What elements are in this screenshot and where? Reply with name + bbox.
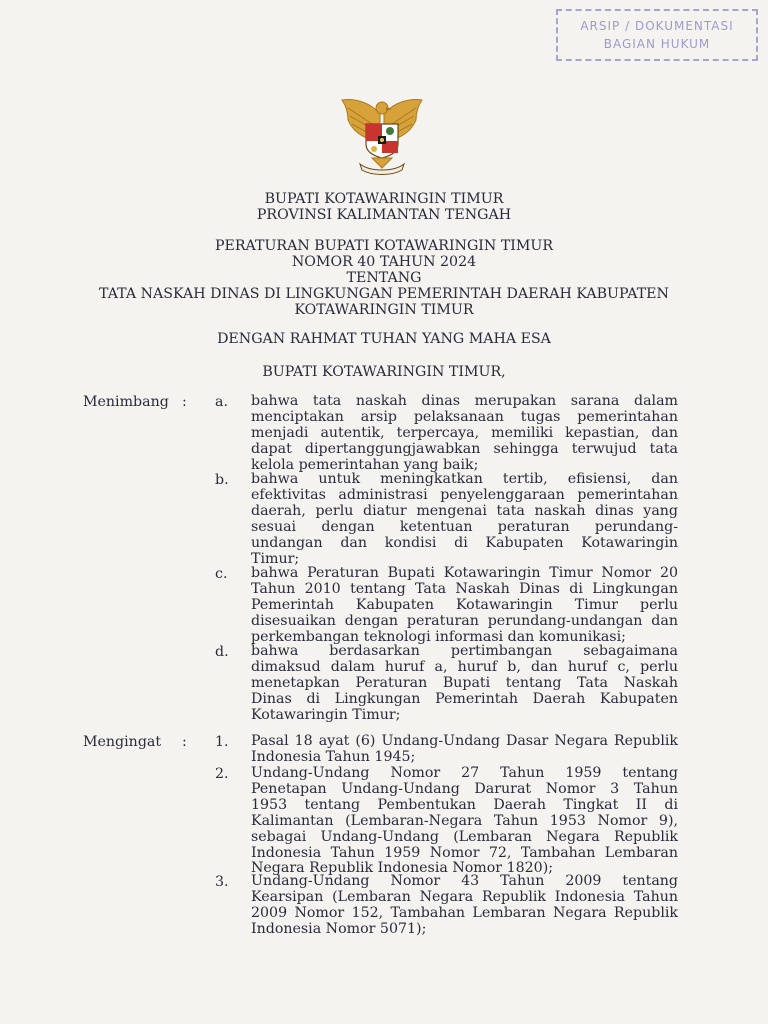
issuer-block	[0, 191, 768, 223]
text-line: daerah, perlu diatur mengenai tata naskah dinas yang	[251, 502, 678, 519]
text-line: Indonesia Tahun 1945;	[251, 748, 416, 765]
regulation-title-line-1: TATA NASKAH DINAS DI LINGKUNGAN PEMERINTAH DAERAH KABUPATEN	[99, 286, 669, 302]
stamp-line-2: BAGIAN HUKUM	[603, 37, 711, 51]
mengingat-item-text	[251, 734, 678, 766]
menimbang-item-marker: c.	[215, 566, 228, 582]
text-line: Negara Republik Indonesia Nomor 1820);	[251, 860, 554, 877]
archive-stamp	[556, 9, 758, 61]
menimbang-item-marker: a.	[215, 394, 228, 410]
enactor: BUPATI KOTAWARINGIN TIMUR,	[262, 364, 506, 380]
text-line: Kotawaringin Timur;	[251, 706, 401, 723]
about-label: TENTANG	[346, 270, 422, 286]
menimbang-item-text	[251, 472, 678, 567]
invocation: DENGAN RAHMAT TUHAN YANG MAHA ESA	[217, 331, 551, 347]
stamp-line-1: ARSIP / DOKUMENTASI	[580, 19, 734, 33]
text-line: Timur;	[251, 550, 300, 567]
menimbang-item-marker: b.	[215, 472, 229, 488]
mengingat-label: Mengingat	[83, 734, 162, 750]
regulation-type: PERATURAN BUPATI KOTAWARINGIN TIMUR	[214, 238, 554, 254]
text-line: dapat dipertanggungjawabkan sehingga terwujud tata	[251, 440, 678, 457]
mengingat-item-marker: 2.	[215, 766, 229, 782]
menimbang-item-text	[251, 644, 678, 724]
text-line: menciptakan arsip pelaksanaan tugas pemerintahan	[251, 408, 678, 425]
text-line: 1953 tentang Pembentukan Daerah Tingkat II di	[251, 796, 678, 813]
text-line: bahwa Peraturan Bupati Kotawaringin Timur Nomor 20	[251, 565, 678, 581]
text-line: Undang-Undang Nomor 27 Tahun 1959 tentang	[251, 765, 678, 781]
text-line: Undang-Undang Nomor 43 Tahun 2009 tentang	[251, 873, 678, 889]
mengingat-item-marker: 1.	[215, 734, 229, 750]
menimbang-item-text	[251, 394, 678, 474]
regulation-number: NOMOR 40 TAHUN 2024	[291, 254, 477, 270]
regulation-title-line-2: KOTAWARINGIN TIMUR	[294, 302, 474, 318]
text-line: perkembangan teknologi informasi dan komunikasi;	[251, 628, 626, 645]
text-line: efektivitas administrasi penyelenggaraan pemerintahan	[251, 486, 678, 503]
text-line: Indonesia Nomor 5071);	[251, 920, 427, 937]
text-line: menjadi autentik, terpercaya, memiliki kepastian, dan	[251, 424, 678, 441]
official-title: BUPATI KOTAWARINGIN TIMUR	[264, 191, 504, 207]
garuda-emblem-icon	[336, 94, 428, 176]
menimbang-item-marker: d.	[215, 644, 229, 660]
menimbang-colon: :	[182, 394, 187, 410]
mengingat-colon: :	[182, 734, 187, 750]
text-line: Kalimantan (Lembaran-Negara Tahun 1953 Nomor 9),	[251, 812, 678, 829]
text-line: Dinas di Lingkungan Pemerintah Daerah Kabupaten	[251, 690, 678, 707]
text-line: undangan dan kondisi di Kabupaten Kotawaringin	[251, 534, 678, 551]
text-line: dimaksud dalam huruf a, huruf b, dan huruf c, perlu	[251, 658, 678, 675]
text-line: Pemerintah Kabupaten Kotawaringin Timur perlu	[251, 596, 678, 613]
mengingat-item-text	[251, 766, 678, 877]
text-line: menetapkan Peraturan Bupati tentang Tata Naskah	[251, 674, 678, 691]
text-line: disesuaikan dengan peraturan perundang-undangan dan	[251, 612, 678, 629]
text-line: sesuai dengan ketentuan peraturan perundang-	[251, 518, 678, 535]
text-line: Penetapan Undang-Undang Darurat Nomor 3 Tahun	[251, 780, 678, 797]
text-line: 2009 Nomor 152, Tambahan Lembaran Negara Republik	[251, 904, 678, 921]
text-line: Tahun 2010 tentang Tata Naskah Dinas di Lingkungan	[251, 580, 678, 597]
text-line: Pasal 18 ayat (6) Undang-Undang Dasar Negara Republik	[251, 733, 678, 749]
text-line: bahwa untuk meningkatkan tertib, efisiensi, dan	[251, 471, 678, 487]
text-line: kelola pemerintahan yang baik;	[251, 456, 479, 473]
text-line: bahwa tata naskah dinas merupakan sarana dalam	[251, 393, 678, 409]
menimbang-item-text	[251, 566, 678, 646]
regulation-heading	[0, 238, 768, 318]
text-line: Kearsipan (Lembaran Negara Republik Indonesia Tahun	[251, 888, 678, 905]
mengingat-item-text	[251, 874, 678, 938]
mengingat-item-marker: 3.	[215, 874, 229, 890]
text-line: sebagai Undang-Undang (Lembaran Negara Republik	[251, 828, 678, 845]
text-line: bahwa berdasarkan pertimbangan sebagaimana	[251, 643, 678, 659]
province-name: PROVINSI KALIMANTAN TENGAH	[256, 207, 512, 223]
menimbang-label: Menimbang	[83, 394, 169, 410]
text-line: Indonesia Tahun 1959 Nomor 72, Tambahan Lembaran	[251, 844, 678, 861]
